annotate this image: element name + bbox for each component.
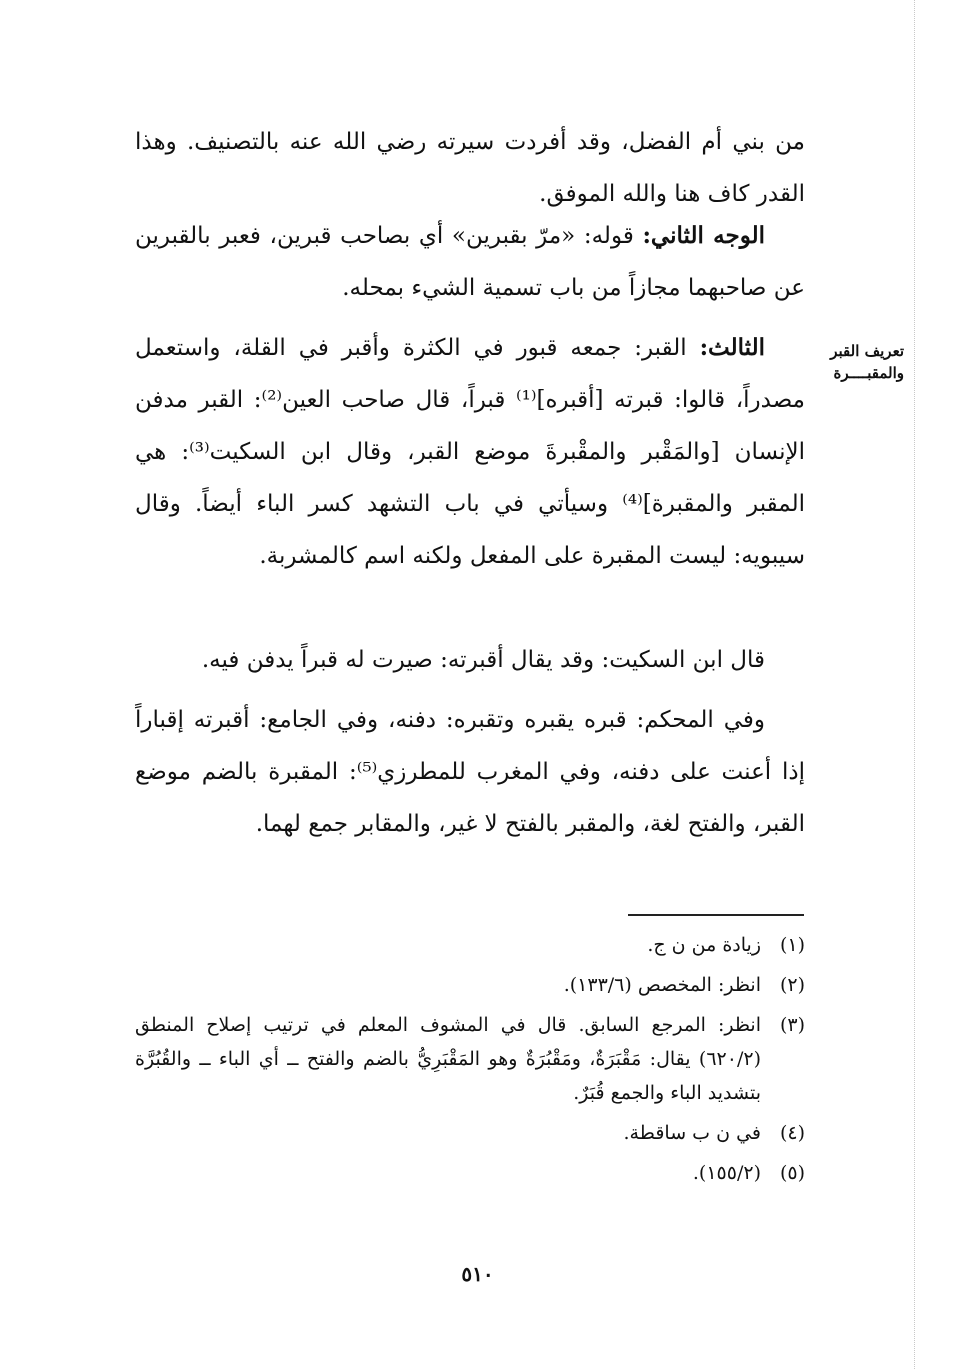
paragraph-5-text: وفي المحكم: قبره يقبره وتقبره: دفنه، وفي الجامع: أقبرته إقباراً إذا أعنت على دفنه، وفي المغرب للمطرزي⁽⁵⁾: المقبرة بالضم موضع القبر، والفتح لغة، والمقبر بالفتح لا غير، والمقابر جمع لهما. bbox=[135, 707, 805, 837]
paragraph-1-text: من بني أم الفضل، وقد أفردت سيرته رضي الله عنه بالتصنيف. وهذا القدر كاف هنا والله الموفق. bbox=[135, 129, 805, 207]
footnote-2-number: (٢) bbox=[779, 974, 805, 996]
margin-note: تعريف القبر والمقبــــرة bbox=[830, 342, 904, 382]
footnote-1-number: (١) bbox=[779, 934, 805, 956]
scan-margin-dots bbox=[914, 0, 915, 1369]
footnote-2 bbox=[135, 968, 805, 1002]
paragraph-2 bbox=[135, 210, 805, 314]
paragraph-3-body bbox=[135, 322, 805, 582]
paragraph-2-body bbox=[135, 210, 805, 314]
footnote-3-number: (٣) bbox=[779, 1014, 805, 1036]
footnote-5 bbox=[135, 1156, 805, 1190]
footnote-4-text: في ن ب ساقطة. bbox=[623, 1122, 761, 1144]
footnote-5-text: (١٥٥/٢). bbox=[692, 1162, 761, 1184]
footnote-1-text: زيادة من ن ج. bbox=[647, 934, 761, 956]
paragraph-5 bbox=[135, 694, 805, 850]
paragraph-3-text: القبر: جمعه قبور في الكثرة وأقبر في القلة، واستعمل مصدراً، قالوا: قبرته [أقبره]⁽¹⁾ قبراً، قال صاحب العين⁽²⁾: القبر مدفن الإنسان [والمَقْبر والمقْبرةَ موضع القبر، وقال ابن السكيت⁽³⁾: هي المقبر والمقبرة]⁽⁴⁾ وسيأتي في باب التشهد كسر الباء أيضاً. وقال سيبويه: ليست المقبرة على المفعل ولكنه اسم كالمشربة. bbox=[135, 335, 805, 569]
footnote-4-number: (٤) bbox=[779, 1122, 805, 1144]
page-number: ٥١٠ bbox=[461, 1262, 494, 1286]
paragraph-1 bbox=[135, 116, 805, 220]
paragraph-4 bbox=[135, 634, 805, 686]
footnote-3-text: انظر: المرجع السابق. قال في المشوف المعلم في ترتيب إصلاح المنطق (٦٢٠/٢) يقال: مَقْبَرَةٌ، ومَقْبُرَةٌ وهو المَقْبَرِيُّ بالضم والفتح ــ أي الباء ــ والقُبُرَّة بتشديد الباء والجمع قُبَرٌ. bbox=[135, 1014, 761, 1104]
footnote-2-text: انظر: المخصص (١٣٣/٦). bbox=[563, 974, 761, 996]
paragraph-4-text: قال ابن السكيت: وقد يقال أقبرته: صيرت له قبراً يدفن فيه. bbox=[201, 647, 765, 673]
paragraph-3 bbox=[135, 322, 805, 582]
paragraph-2-text: قوله: «مرّ بقبرين» أي بصاحب قبرين، فعبر بالقبرين عن صاحبهما مجازاً من باب تسمية الشيء بمحله. bbox=[135, 223, 805, 301]
paragraph-3-lead: الثالث: bbox=[699, 334, 765, 361]
footnote-1 bbox=[135, 928, 805, 962]
footnotes bbox=[135, 928, 805, 1196]
footnote-5-number: (٥) bbox=[779, 1162, 805, 1184]
footnote-4 bbox=[135, 1116, 805, 1150]
paragraph-2-lead: الوجه الثاني: bbox=[642, 222, 765, 249]
footnote-separator bbox=[628, 914, 804, 916]
footnote-3 bbox=[135, 1008, 805, 1110]
